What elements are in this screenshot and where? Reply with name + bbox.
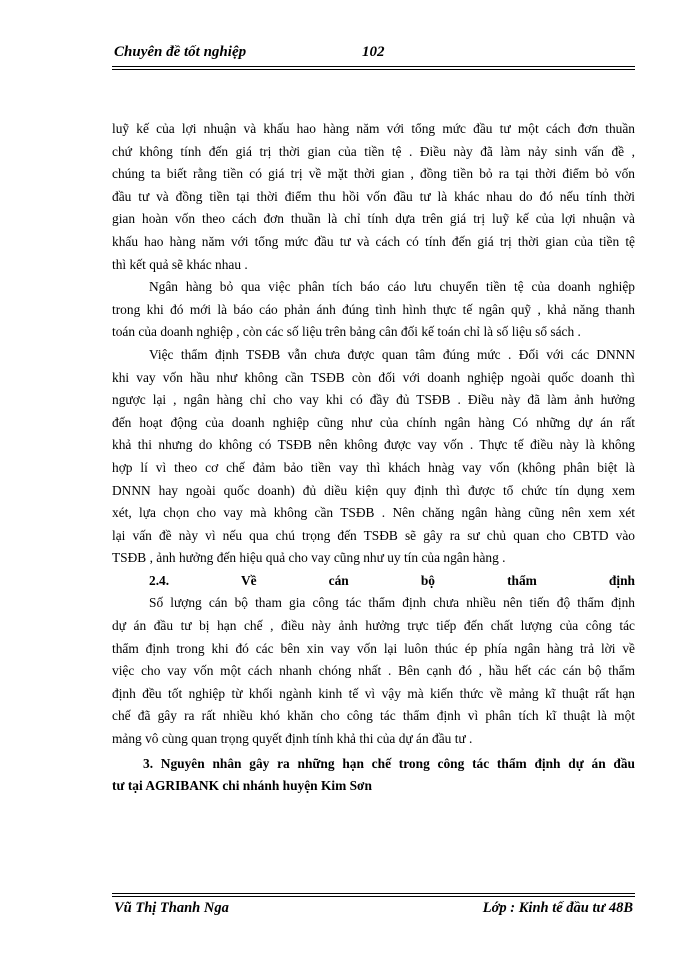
class-label: Lớp : Kinh tế đầu tư 48B (482, 900, 633, 916)
page-body (112, 118, 635, 798)
text-line: thì kết quả sẽ khác nhau . (112, 256, 248, 272)
text-line: toán của doanh nghiệp , còn các số liệu trên bảng cân đối kế toán chỉ là số liệu sổ sách . (112, 324, 581, 340)
text-line: trong khi đó mới là báo cáo phản ánh đúng tình hình thực tế ngân quỹ , khả năng thanh (112, 301, 635, 317)
text-line: khả thi nhưng do không có TSĐB nên không được vay vốn . Thực tế điều này là không (112, 437, 635, 453)
paragraph-4 (112, 592, 635, 750)
footer-rule-secondary (112, 896, 635, 897)
text-line: mảng vô cùng quan trọng quyết định tính khả thi của dự án đầu tư . (112, 731, 473, 747)
section-heading-2-4: 2.4. Về cán bộ thẩm định (149, 572, 635, 588)
page-number: 102 (362, 44, 385, 60)
text-line: lại vấn đề này vì nếu qua chú trọng đến TSĐB sẽ gây ra sư chủ quan cho CBTD vào (112, 527, 635, 543)
text-line: đầu tư và đồng tiền tại thời điểm thu hồi vốn đầu tư là khác nhau do đó nếu tính thời (112, 188, 635, 204)
text-line: việc cho vay vốn một cách nhanh chóng nhất . Bên cạnh đó , hầu hết các cán bộ thẩm (112, 663, 635, 679)
document-title: Chuyên đề tốt nghiệp (114, 44, 247, 60)
text-line: chúng ta biết rằng tiền có giá trị về mặt thời gian , đồng tiền bỏ ra tại thời điểm bỏ vốn (112, 166, 635, 182)
text-line: đến hoạt động của doanh nghiệp cũng như của chính ngân hàng Có những dự án rất (112, 414, 635, 430)
text-line: chứ không tính đến giá trị thời gian của tiền tệ . Điều này đã làm nảy sinh vấn đề , (112, 143, 635, 159)
text-line: ngược lại , ngân hàng chỉ cho vay khi có đầy đủ TSĐB . Điều này đã làm ảnh hưởng (112, 392, 635, 408)
text-line: dự án đầu tư bị hạn chế , điều này ảnh hưởng trực tiếp đến chất lượng của công tác (112, 618, 635, 634)
text-line: luỹ kế của lợi nhuận và khấu hao hàng năm với tổng mức đầu tư một cách đơn thuần (112, 121, 635, 136)
header-rule (112, 66, 635, 67)
page-header (112, 44, 635, 66)
text-line: định đều tốt nghiệp từ khối ngành kinh tế vì vậy mà kiến thức về mảng kĩ thuật rất hạn (112, 685, 635, 701)
paragraph-3 (112, 344, 635, 570)
text-line: Việc thẩm định TSĐB vẫn chưa được quan tâm đúng mức . Đối với các DNNN (149, 346, 635, 362)
text-line: hợp lí vì theo cơ chế đảm bảo tiền vay thì khách hnàg vay vốn (không phân biệt là (112, 459, 635, 475)
text-line: gian hoàn vốn theo cách đơn thuần là chỉ tính dựa trên giá trị luỹ kế của lợi nhuận và (112, 211, 635, 227)
heading-line: 3. Nguyên nhân gây ra những hạn chế trong công tác thẩm định dự án đầu (143, 755, 635, 771)
text-line: DNNN hay ngoài quốc doanh) đủ diều kiện quy định thì được tổ chức tín dụng xem (112, 482, 635, 498)
text-line: thẩm định trong khi đó các bên xin vay vốn lại luôn thúc ép phía ngân hàng trả lời về (112, 640, 635, 656)
footer-rule (112, 893, 635, 894)
text-line: khấu hao hàng năm với tổng mức đầu tư và cách có tính đến giá trị thời gian của tiền tệ (112, 233, 635, 249)
text-line: xét, lựa chọn cho vay mà không cần TSĐB . Nên chăng ngân hàng cũng nên xem xét (112, 505, 635, 521)
text-line: Số lượng cán bộ tham gia công tác thẩm định chưa nhiều nên tiến độ thẩm định (149, 595, 635, 611)
section-heading-3 (112, 753, 635, 798)
paragraph-2 (112, 276, 635, 344)
page-footer (112, 900, 635, 922)
heading-line: tư tại AGRIBANK chi nhánh huyện Kim Sơn (112, 778, 372, 794)
text-line: TSĐB , ảnh hưởng đến hiệu quả cho vay cũng như uy tín của ngân hàng . (112, 550, 506, 566)
text-line: Ngân hàng bỏ qua việc phân tích báo cáo lưu chuyển tiền tệ của doanh nghiệp (149, 279, 635, 295)
text-line: khi vay vốn hầu như không cần TSĐB còn đối với doanh nghiệp ngoài quốc doanh thì (112, 369, 635, 385)
paragraph-1 (112, 118, 635, 276)
text-line: chế đã gây ra rất nhiều khó khăn cho công tác thẩm định vì phân tích kĩ thuật là một (112, 708, 635, 724)
header-rule-secondary (112, 69, 635, 70)
author-name: Vũ Thị Thanh Nga (114, 900, 229, 916)
